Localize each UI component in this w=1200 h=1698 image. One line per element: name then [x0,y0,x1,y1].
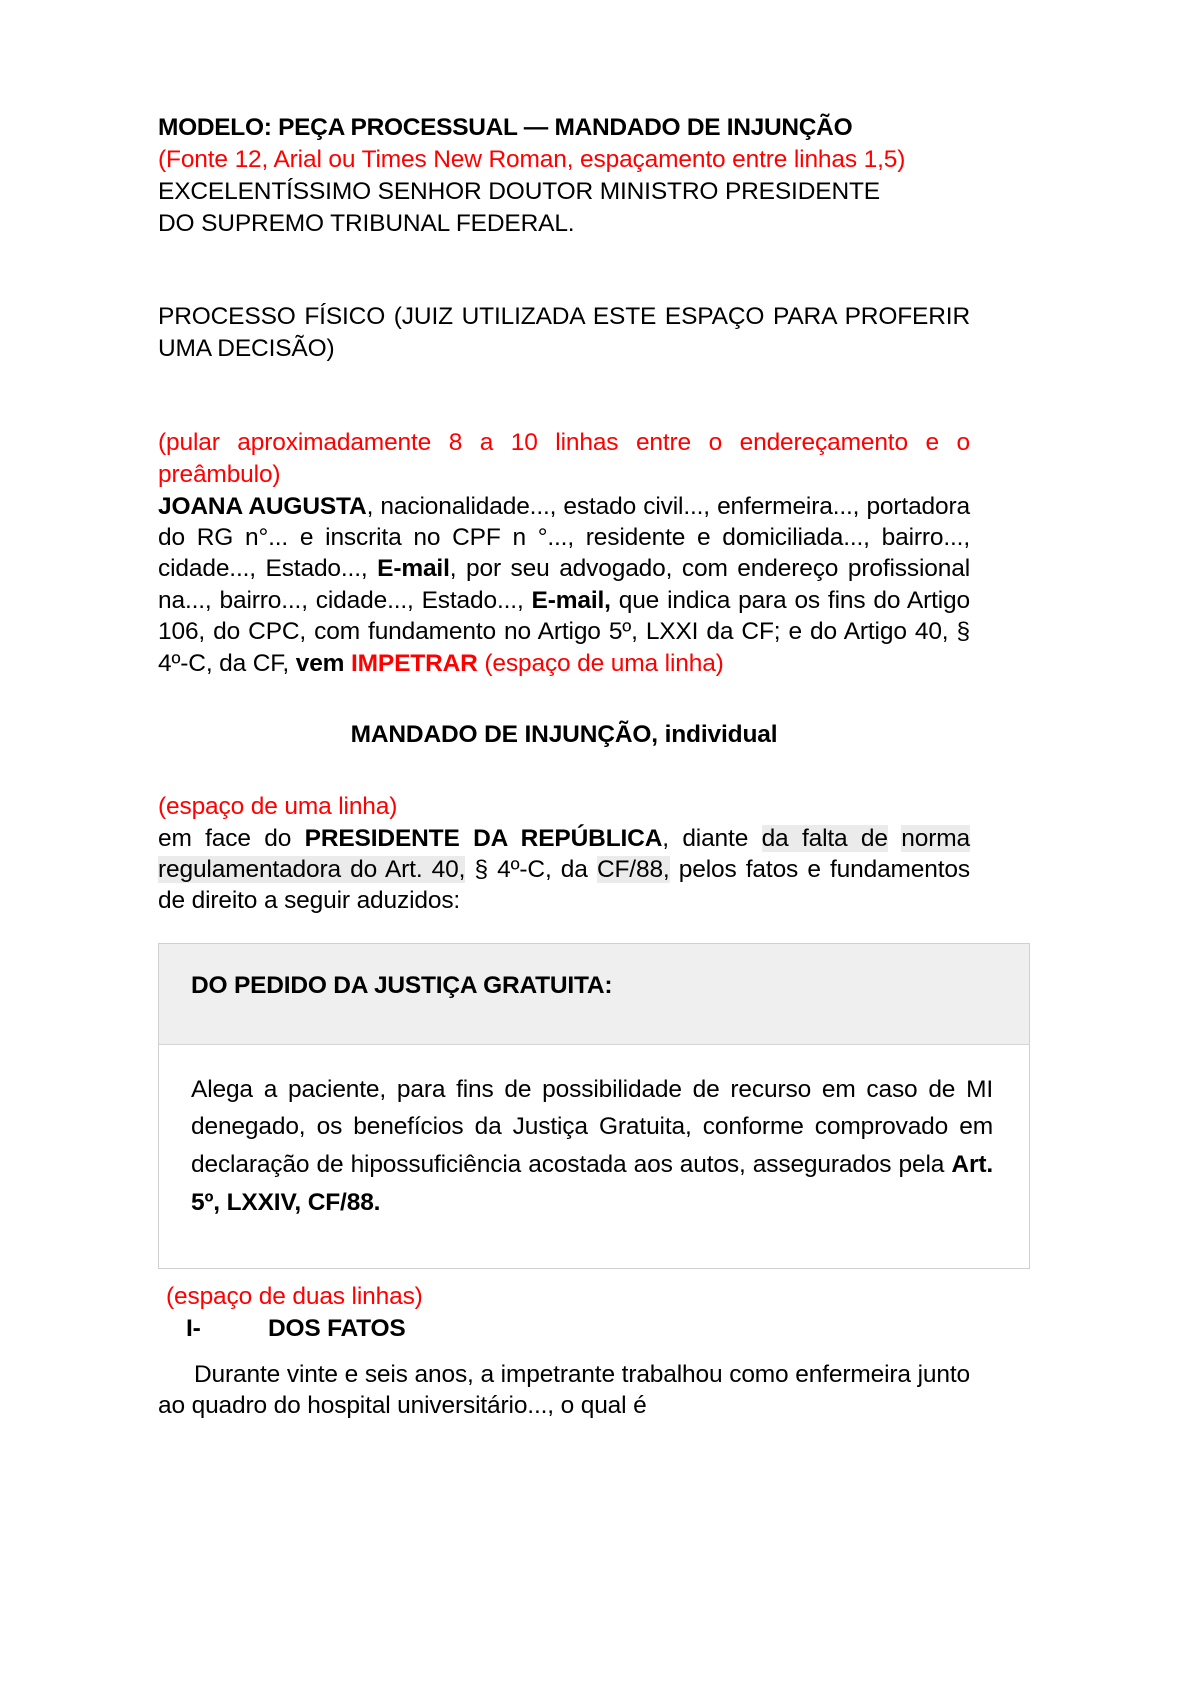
font-instruction-note: (Fonte 12, Arial ou Times New Roman, espaçamento entre linhas 1,5) [158,145,906,173]
process-note: PROCESSO FÍSICO (JUIZ UTILIZADA ESTE ESPAÇO PARA PROFERIR UMA DECISÃO) [158,303,970,363]
highlight-falta-de: da falta de [761,824,888,852]
spacer [158,679,970,719]
email-label-1: E-mail [377,555,450,583]
preamble-paragraph [158,491,970,679]
against-mid-2: § 4º-C, da [465,855,597,883]
against-prefix: em face do [158,824,305,852]
document-title: MODELO: PEÇA PROCESSUAL — MANDADO DE INJUNÇÃO [158,114,853,141]
box-body-text [159,1045,1029,1269]
highlight-norma-regulamentadora: norma regulamentadora do Art. 40, [158,824,970,883]
document-body [158,112,993,1422]
after-box-content [158,1281,970,1421]
email-label-2: E-mail, [531,586,611,614]
vem-word: vem [295,649,345,677]
action-title: MANDADO DE INJUNÇÃO, individual [350,720,778,748]
skip-lines-note: (pular aproximadamente 8 a 10 linhas entre o endereçamento e o preâmbulo) [158,429,970,488]
preamble-part-1: , nacionalidade..., estado civil..., enfermeira..., portadora do RG n°... e inscrita no CPF n °..., residente e domiciliada..., bairro..., cidade..., Estado..., [158,492,970,583]
party-name: JOANA AUGUSTA [158,492,367,520]
justica-gratuita-box [158,943,1030,1270]
spacer [158,1345,970,1359]
against-mid-3: pelos fatos e fundamentos de direito a seguir aduzidos: [158,855,970,915]
box-body-bold-reference: Art. 5º, LXXIV, CF/88. [191,1151,993,1217]
impetrar-word: IMPETRAR [350,649,478,677]
facts-paragraph: Durante vinte e seis anos, a impetrante trabalhou como enfermeira junto ao quadro do hospital universitário..., o qual é [158,1361,970,1420]
one-line-note-2: (espaço de uma linha) [158,792,398,820]
preamble-part-3: que indica para os fins do Artigo 106, do CPC, com fundamento no Artigo 5º, LXXI da CF; e do Artigo 40, § 4º-C, da CF, [158,586,970,677]
preamble-part-2: , por seu advogado, com endereço profissional na..., bairro..., cidade..., Estado..., [158,555,970,614]
two-lines-note: (espaço de duas linhas) [166,1283,423,1311]
section-number: I- [186,1315,201,1343]
against-paragraph [158,823,970,917]
defendant-name: PRESIDENTE DA REPÚBLICA [304,824,663,852]
addressee-line-2: DO SUPREMO TRIBUNAL FEDERAL. [158,209,575,237]
one-line-note-1: (espaço de uma linha) [484,649,724,677]
box-body-part-1: Alega a paciente, para fins de possibilidade de recurso em caso de MI denegado, os benefícios da Justiça Gratuita, conforme comprovado em declaração de hipossuficiência acostada aos autos, assegurados pela [191,1075,993,1179]
highlight-cf88: CF/88, [596,855,670,883]
box-header-title: DO PEDIDO DA JUSTIÇA GRATUITA: [159,944,1029,1045]
spacer [158,751,970,791]
against-mid-1: , diante [662,824,762,852]
spacer [158,239,970,301]
section-heading-dos-fatos [158,1313,970,1345]
addressee-line-1: EXCELENTÍSSIMO SENHOR DOUTOR MINISTRO PRESIDENTE [158,177,880,205]
spacer [158,365,970,427]
section-title: DOS FATOS [268,1315,406,1343]
